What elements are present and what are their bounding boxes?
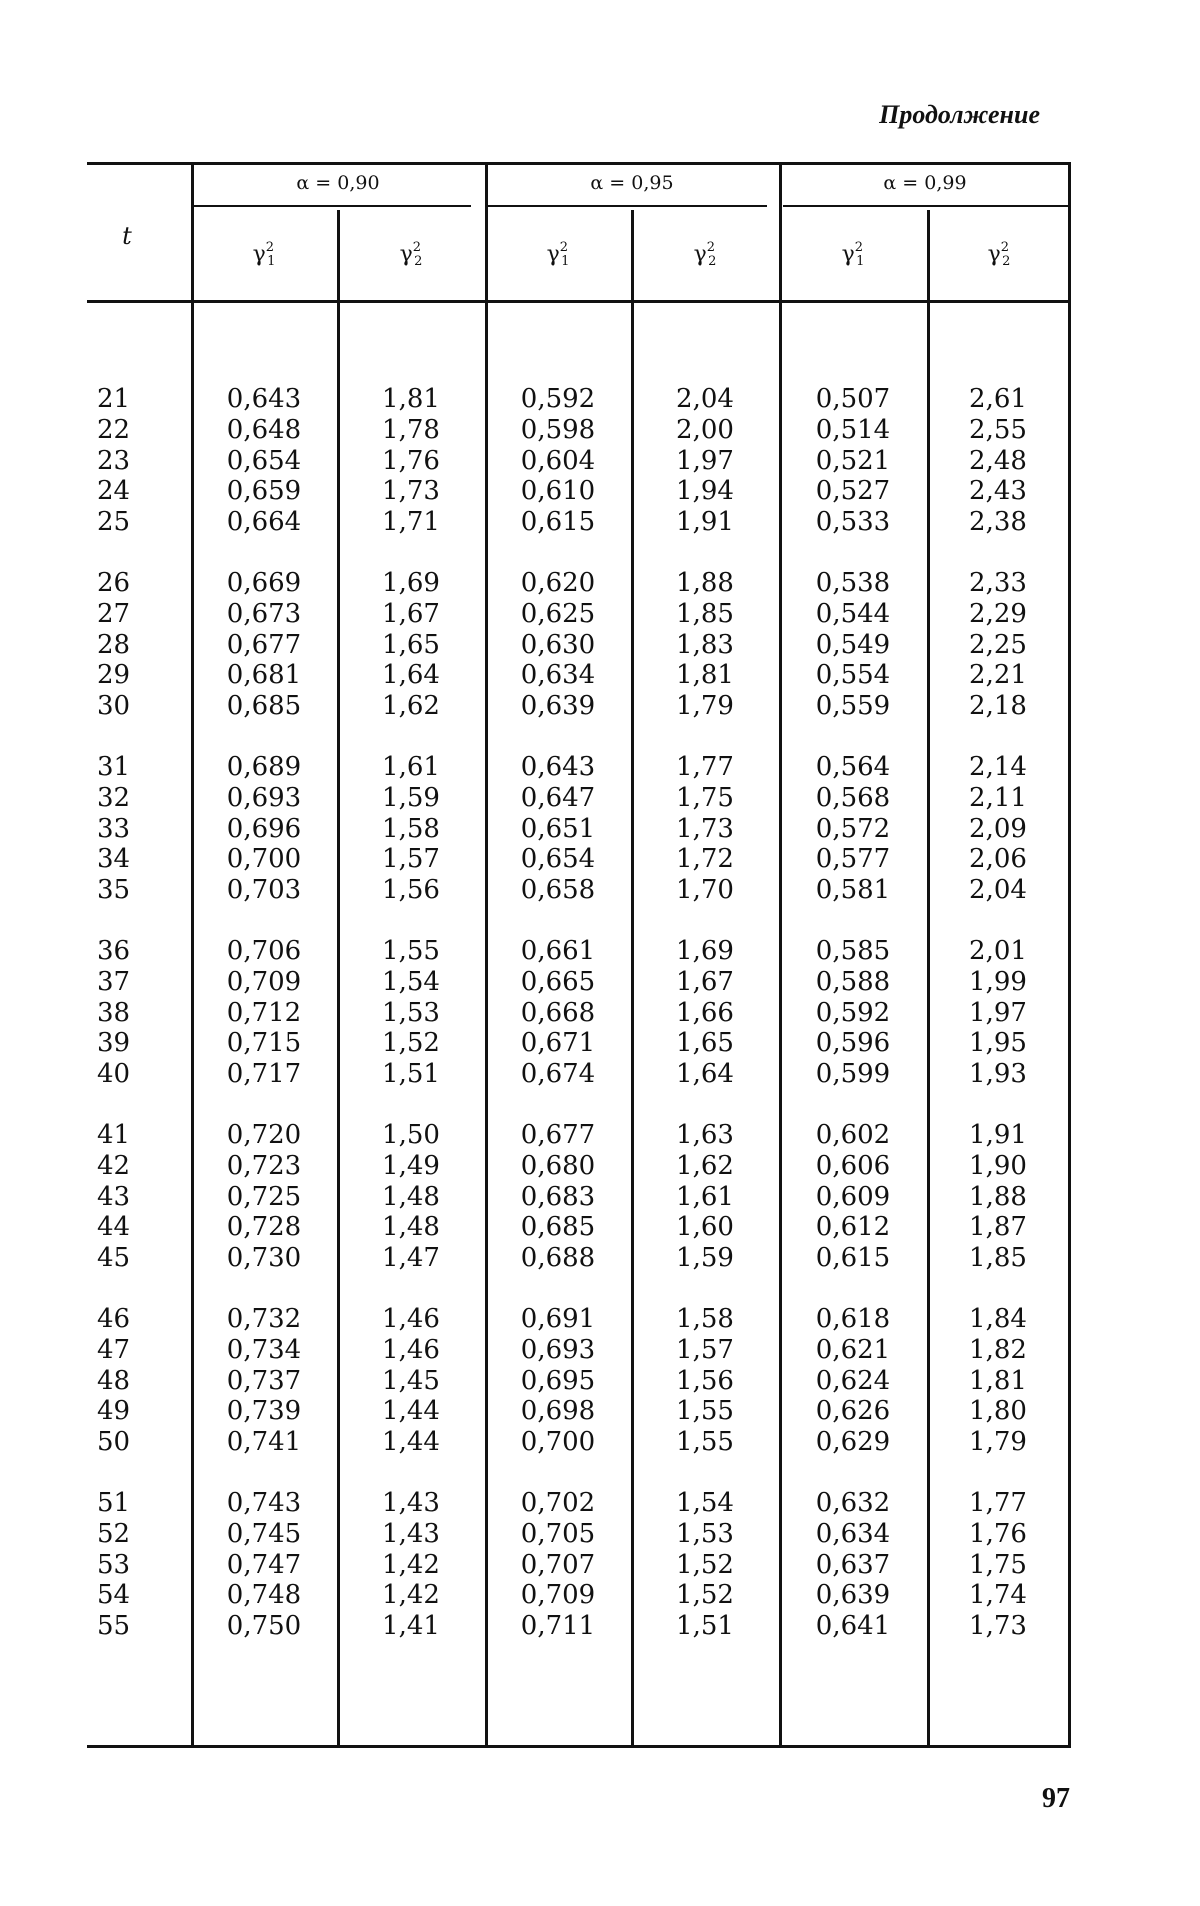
t-value: 40 <box>97 1059 131 1090</box>
gamma-value: 2,04 <box>969 875 1027 906</box>
t-value: 23 <box>97 445 131 476</box>
gamma-value: 0,585 <box>815 936 891 966</box>
gamma-value: 1,56 <box>382 875 440 906</box>
table-row <box>87 660 1071 691</box>
gamma-value: 1,48 <box>382 1181 440 1212</box>
gamma-value: 1,61 <box>676 1181 734 1212</box>
gamma-value: 0,527 <box>815 476 891 507</box>
gamma-value: 1,52 <box>676 1549 734 1580</box>
gamma-value: 1,44 <box>382 1427 440 1458</box>
gamma-value: 2,09 <box>969 813 1027 844</box>
gamma-value: 1,69 <box>676 936 734 966</box>
gamma-column-header: $\gamma^2_1$ <box>252 240 276 269</box>
gamma-value: 0,533 <box>815 507 891 538</box>
gamma-value: 0,630 <box>520 629 596 660</box>
gamma-value: 1,88 <box>969 1181 1027 1212</box>
gamma-value: 0,743 <box>226 1488 302 1518</box>
table-row <box>87 814 1071 845</box>
t-value: 46 <box>97 1304 131 1334</box>
gamma-value: 0,581 <box>815 875 891 906</box>
table-row <box>87 1611 1071 1642</box>
gamma-value: 0,641 <box>815 1611 891 1642</box>
gamma-value: 2,21 <box>969 660 1027 691</box>
gamma-value: 1,53 <box>676 1518 734 1549</box>
t-value: 31 <box>97 752 131 782</box>
gamma-value: 1,54 <box>676 1488 734 1518</box>
gamma-value: 1,97 <box>676 445 734 476</box>
table-row <box>87 875 1071 906</box>
gamma-value: 0,658 <box>520 875 596 906</box>
gamma-value: 1,64 <box>676 1059 734 1090</box>
gamma-column-header: $\gamma^2_1$ <box>841 240 865 269</box>
gamma-value: 1,81 <box>969 1365 1027 1396</box>
gamma-value: 2,01 <box>969 936 1027 966</box>
gamma-value: 1,55 <box>676 1427 734 1458</box>
table-row <box>87 1059 1071 1090</box>
gamma-value: 0,661 <box>520 936 596 966</box>
gamma-value: 0,549 <box>815 629 891 660</box>
gamma-value: 1,55 <box>382 936 440 966</box>
gamma-value: 2,00 <box>676 414 734 445</box>
t-value: 45 <box>97 1243 131 1274</box>
gamma-value: 1,49 <box>382 1150 440 1181</box>
gamma-value: 0,643 <box>226 384 302 414</box>
gamma-value: 1,42 <box>382 1549 440 1580</box>
gamma-value: 1,43 <box>382 1488 440 1518</box>
gamma-value: 0,620 <box>520 568 596 598</box>
page-number: 97 <box>1042 1783 1070 1814</box>
gamma-value: 1,57 <box>382 844 440 875</box>
gamma-value: 1,91 <box>969 1120 1027 1150</box>
gamma-value: 0,668 <box>520 997 596 1028</box>
gamma-value: 0,648 <box>226 414 302 445</box>
table-row <box>87 1304 1071 1335</box>
gamma-value: 0,634 <box>520 660 596 691</box>
gamma-value: 0,598 <box>520 414 596 445</box>
table-row <box>87 1580 1071 1611</box>
table-row <box>87 1182 1071 1213</box>
gamma-value: 0,577 <box>815 844 891 875</box>
table-row <box>87 1212 1071 1243</box>
gamma-value: 2,29 <box>969 598 1027 629</box>
gamma-value: 0,674 <box>520 1059 596 1090</box>
gamma-column-header: $\gamma^2_2$ <box>399 240 423 269</box>
gamma-value: 0,637 <box>815 1549 891 1580</box>
table-top-rule <box>87 162 1071 165</box>
gamma-value: 1,82 <box>969 1334 1027 1365</box>
table-row <box>87 1151 1071 1182</box>
t-value: 49 <box>97 1396 131 1427</box>
table-row <box>87 1028 1071 1059</box>
gamma-value: 1,70 <box>676 875 734 906</box>
gamma-value: 0,685 <box>520 1212 596 1243</box>
gamma-value: 1,78 <box>382 414 440 445</box>
gamma-value: 0,568 <box>815 782 891 813</box>
t-value: 38 <box>97 997 131 1028</box>
gamma-value: 1,66 <box>676 997 734 1028</box>
t-value: 37 <box>97 966 131 997</box>
gamma-value: 1,60 <box>676 1212 734 1243</box>
table-row <box>87 1120 1071 1151</box>
gamma-value: 0,629 <box>815 1427 891 1458</box>
gamma-value: 1,97 <box>969 997 1027 1028</box>
gamma-value: 2,25 <box>969 629 1027 660</box>
t-value: 41 <box>97 1120 131 1150</box>
continuation-caption: Продолжение <box>879 100 1040 129</box>
gamma-value: 1,90 <box>969 1150 1027 1181</box>
gamma-value: 1,79 <box>676 691 734 722</box>
gamma-value: 0,626 <box>815 1396 891 1427</box>
table-row <box>87 967 1071 998</box>
gamma-value: 0,615 <box>520 507 596 538</box>
gamma-value: 0,599 <box>815 1059 891 1090</box>
gamma-value: 0,664 <box>226 507 302 538</box>
gamma-value: 0,693 <box>520 1334 596 1365</box>
t-value: 39 <box>97 1028 131 1059</box>
alpha-header-099: α = 0,99 <box>883 172 967 194</box>
gamma-value: 0,538 <box>815 568 891 598</box>
gamma-value: 1,84 <box>969 1304 1027 1334</box>
table-row <box>87 936 1071 967</box>
gamma-value: 1,81 <box>382 384 440 414</box>
gamma-value: 1,75 <box>676 782 734 813</box>
gamma-value: 1,65 <box>382 629 440 660</box>
gamma-value: 1,45 <box>382 1365 440 1396</box>
t-value: 33 <box>97 813 131 844</box>
gamma-value: 0,554 <box>815 660 891 691</box>
gamma-value: 1,72 <box>676 844 734 875</box>
gamma-value: 0,521 <box>815 445 891 476</box>
t-value: 52 <box>97 1518 131 1549</box>
table-row <box>87 1396 1071 1427</box>
gamma-value: 0,632 <box>815 1488 891 1518</box>
alpha-header-090: α = 0,90 <box>296 172 380 194</box>
t-value: 25 <box>97 507 131 538</box>
gamma-value: 0,665 <box>520 966 596 997</box>
table-row <box>87 568 1071 599</box>
gamma-value: 1,59 <box>676 1243 734 1274</box>
gamma-value: 1,76 <box>382 445 440 476</box>
gamma-value: 1,75 <box>969 1549 1027 1580</box>
gamma-value: 0,745 <box>226 1518 302 1549</box>
table-row <box>87 1550 1071 1581</box>
t-value: 36 <box>97 936 131 966</box>
gamma-value: 0,703 <box>226 875 302 906</box>
alpha-group-rule-3 <box>783 205 1071 207</box>
gamma-value: 1,73 <box>969 1611 1027 1642</box>
table-row <box>87 1488 1071 1519</box>
gamma-value: 2,48 <box>969 445 1027 476</box>
t-value: 26 <box>97 568 131 598</box>
gamma-value: 0,711 <box>520 1611 596 1642</box>
table-row <box>87 415 1071 446</box>
gamma-value: 0,737 <box>226 1365 302 1396</box>
gamma-value: 1,67 <box>382 598 440 629</box>
t-value: 42 <box>97 1150 131 1181</box>
gamma-value: 1,51 <box>676 1611 734 1642</box>
t-value: 47 <box>97 1334 131 1365</box>
gamma-column-header: $\gamma^2_2$ <box>693 240 717 269</box>
gamma-value: 0,507 <box>815 384 891 414</box>
gamma-value: 1,79 <box>969 1427 1027 1458</box>
t-value: 24 <box>97 476 131 507</box>
gamma-value: 0,702 <box>520 1488 596 1518</box>
gamma-value: 0,659 <box>226 476 302 507</box>
gamma-value: 0,677 <box>226 629 302 660</box>
gamma-value: 1,41 <box>382 1611 440 1642</box>
gamma-value: 1,64 <box>382 660 440 691</box>
gamma-value: 0,615 <box>815 1243 891 1274</box>
gamma-value: 1,71 <box>382 507 440 538</box>
gamma-value: 1,46 <box>382 1304 440 1334</box>
gamma-value: 1,59 <box>382 782 440 813</box>
gamma-value: 0,624 <box>815 1365 891 1396</box>
gamma-value: 1,99 <box>969 966 1027 997</box>
gamma-value: 0,680 <box>520 1150 596 1181</box>
t-value: 35 <box>97 875 131 906</box>
gamma-value: 1,88 <box>676 568 734 598</box>
gamma-value: 0,673 <box>226 598 302 629</box>
t-value: 55 <box>97 1611 131 1642</box>
gamma-value: 1,74 <box>969 1580 1027 1611</box>
t-value: 30 <box>97 691 131 722</box>
table-row <box>87 446 1071 477</box>
gamma-value: 1,56 <box>676 1365 734 1396</box>
table-row <box>87 599 1071 630</box>
t-value: 51 <box>97 1488 131 1518</box>
gamma-value: 1,46 <box>382 1334 440 1365</box>
gamma-value: 2,55 <box>969 414 1027 445</box>
gamma-value: 0,559 <box>815 691 891 722</box>
t-value: 48 <box>97 1365 131 1396</box>
gamma-value: 0,750 <box>226 1611 302 1642</box>
gamma-value: 1,48 <box>382 1212 440 1243</box>
gamma-value: 2,04 <box>676 384 734 414</box>
statistical-table <box>87 162 1071 1748</box>
gamma-value: 1,87 <box>969 1212 1027 1243</box>
gamma-value: 1,55 <box>676 1396 734 1427</box>
t-value: 27 <box>97 598 131 629</box>
gamma-value: 2,14 <box>969 752 1027 782</box>
table-row <box>87 783 1071 814</box>
gamma-value: 1,80 <box>969 1396 1027 1427</box>
gamma-value: 2,38 <box>969 507 1027 538</box>
gamma-value: 1,73 <box>676 813 734 844</box>
gamma-value: 0,592 <box>815 997 891 1028</box>
gamma-value: 0,683 <box>520 1181 596 1212</box>
gamma-value: 0,709 <box>226 966 302 997</box>
gamma-value: 0,732 <box>226 1304 302 1334</box>
gamma-value: 1,91 <box>676 507 734 538</box>
t-value: 54 <box>97 1580 131 1611</box>
table-row <box>87 998 1071 1029</box>
gamma-value: 0,544 <box>815 598 891 629</box>
t-value: 22 <box>97 414 131 445</box>
t-value: 32 <box>97 782 131 813</box>
table-row <box>87 384 1071 415</box>
gamma-value: 1,69 <box>382 568 440 598</box>
gamma-value: 0,564 <box>815 752 891 782</box>
t-value: 43 <box>97 1181 131 1212</box>
gamma-value: 0,647 <box>520 782 596 813</box>
table-row <box>87 1243 1071 1274</box>
gamma-value: 0,725 <box>226 1181 302 1212</box>
table-row <box>87 844 1071 875</box>
gamma-value: 0,612 <box>815 1212 891 1243</box>
gamma-value: 2,06 <box>969 844 1027 875</box>
table-bottom-rule <box>87 1745 1071 1748</box>
gamma-value: 0,669 <box>226 568 302 598</box>
gamma-value: 1,54 <box>382 966 440 997</box>
gamma-value: 0,606 <box>815 1150 891 1181</box>
gamma-value: 0,730 <box>226 1243 302 1274</box>
table-row <box>87 1366 1071 1397</box>
gamma-value: 1,53 <box>382 997 440 1028</box>
gamma-value: 1,58 <box>382 813 440 844</box>
gamma-value: 1,57 <box>676 1334 734 1365</box>
gamma-value: 0,572 <box>815 813 891 844</box>
table-row <box>87 476 1071 507</box>
gamma-value: 1,52 <box>382 1028 440 1059</box>
header-bottom-rule <box>87 300 1071 303</box>
gamma-value: 1,65 <box>676 1028 734 1059</box>
gamma-value: 0,734 <box>226 1334 302 1365</box>
gamma-value: 0,604 <box>520 445 596 476</box>
gamma-value: 0,610 <box>520 476 596 507</box>
gamma-value: 0,643 <box>520 752 596 782</box>
alpha-group-rule-2 <box>487 205 767 207</box>
table-row <box>87 691 1071 722</box>
gamma-value: 2,11 <box>969 782 1027 813</box>
gamma-value: 0,588 <box>815 966 891 997</box>
gamma-value: 0,715 <box>226 1028 302 1059</box>
gamma-value: 0,700 <box>520 1427 596 1458</box>
gamma-value: 0,707 <box>520 1549 596 1580</box>
gamma-value: 1,44 <box>382 1396 440 1427</box>
gamma-value: 1,76 <box>969 1518 1027 1549</box>
gamma-value: 0,693 <box>226 782 302 813</box>
gamma-value: 1,81 <box>676 660 734 691</box>
gamma-value: 0,741 <box>226 1427 302 1458</box>
gamma-value: 1,85 <box>676 598 734 629</box>
gamma-value: 1,85 <box>969 1243 1027 1274</box>
t-column-header: t <box>122 222 132 250</box>
gamma-value: 0,685 <box>226 691 302 722</box>
gamma-value: 0,728 <box>226 1212 302 1243</box>
gamma-value: 0,681 <box>226 660 302 691</box>
gamma-value: 0,720 <box>226 1120 302 1150</box>
gamma-value: 0,654 <box>226 445 302 476</box>
gamma-value: 0,748 <box>226 1580 302 1611</box>
table-row <box>87 1335 1071 1366</box>
table-row <box>87 1519 1071 1550</box>
gamma-column-header: $\gamma^2_2$ <box>987 240 1011 269</box>
gamma-value: 1,83 <box>676 629 734 660</box>
gamma-value: 1,51 <box>382 1059 440 1090</box>
gamma-value: 0,698 <box>520 1396 596 1427</box>
t-value: 28 <box>97 629 131 660</box>
gamma-value: 1,43 <box>382 1518 440 1549</box>
gamma-value: 0,592 <box>520 384 596 414</box>
gamma-value: 0,723 <box>226 1150 302 1181</box>
gamma-value: 0,625 <box>520 598 596 629</box>
gamma-value: 1,61 <box>382 752 440 782</box>
gamma-value: 0,639 <box>815 1580 891 1611</box>
gamma-value: 1,93 <box>969 1059 1027 1090</box>
table-row <box>87 1427 1071 1458</box>
gamma-value: 0,747 <box>226 1549 302 1580</box>
table-row <box>87 752 1071 783</box>
gamma-value: 1,62 <box>676 1150 734 1181</box>
gamma-value: 1,63 <box>676 1120 734 1150</box>
gamma-value: 1,95 <box>969 1028 1027 1059</box>
gamma-value: 0,639 <box>520 691 596 722</box>
gamma-value: 0,514 <box>815 414 891 445</box>
gamma-value: 0,609 <box>815 1181 891 1212</box>
alpha-group-rule-1 <box>191 205 471 207</box>
t-value: 34 <box>97 844 131 875</box>
gamma-value: 0,706 <box>226 936 302 966</box>
gamma-value: 0,705 <box>520 1518 596 1549</box>
gamma-value: 0,712 <box>226 997 302 1028</box>
gamma-value: 0,677 <box>520 1120 596 1150</box>
gamma-value: 2,61 <box>969 384 1027 414</box>
alpha-header-095: α = 0,95 <box>590 172 674 194</box>
gamma-value: 1,62 <box>382 691 440 722</box>
gamma-value: 0,695 <box>520 1365 596 1396</box>
gamma-value: 1,73 <box>382 476 440 507</box>
gamma-value: 0,739 <box>226 1396 302 1427</box>
gamma-value: 1,58 <box>676 1304 734 1334</box>
gamma-value: 1,77 <box>969 1488 1027 1518</box>
gamma-value: 1,67 <box>676 966 734 997</box>
gamma-value: 0,602 <box>815 1120 891 1150</box>
gamma-value: 0,634 <box>815 1518 891 1549</box>
gamma-value: 1,42 <box>382 1580 440 1611</box>
t-value: 50 <box>97 1427 131 1458</box>
gamma-value: 1,50 <box>382 1120 440 1150</box>
gamma-value: 0,717 <box>226 1059 302 1090</box>
t-value: 21 <box>97 384 131 414</box>
gamma-value: 0,621 <box>815 1334 891 1365</box>
table-row <box>87 507 1071 538</box>
gamma-value: 0,691 <box>520 1304 596 1334</box>
gamma-value: 0,689 <box>226 752 302 782</box>
gamma-value: 1,94 <box>676 476 734 507</box>
gamma-value: 0,688 <box>520 1243 596 1274</box>
table-row <box>87 630 1071 661</box>
gamma-value: 1,47 <box>382 1243 440 1274</box>
gamma-value: 0,709 <box>520 1580 596 1611</box>
gamma-value: 0,618 <box>815 1304 891 1334</box>
gamma-value: 0,700 <box>226 844 302 875</box>
gamma-column-header: $\gamma^2_1$ <box>546 240 570 269</box>
gamma-value: 1,52 <box>676 1580 734 1611</box>
gamma-value: 1,77 <box>676 752 734 782</box>
gamma-value: 2,33 <box>969 568 1027 598</box>
gamma-value: 2,43 <box>969 476 1027 507</box>
gamma-value: 0,596 <box>815 1028 891 1059</box>
gamma-value: 2,18 <box>969 691 1027 722</box>
t-value: 53 <box>97 1549 131 1580</box>
gamma-value: 0,671 <box>520 1028 596 1059</box>
gamma-value: 0,696 <box>226 813 302 844</box>
t-value: 29 <box>97 660 131 691</box>
gamma-value: 0,654 <box>520 844 596 875</box>
gamma-value: 0,651 <box>520 813 596 844</box>
t-value: 44 <box>97 1212 131 1243</box>
